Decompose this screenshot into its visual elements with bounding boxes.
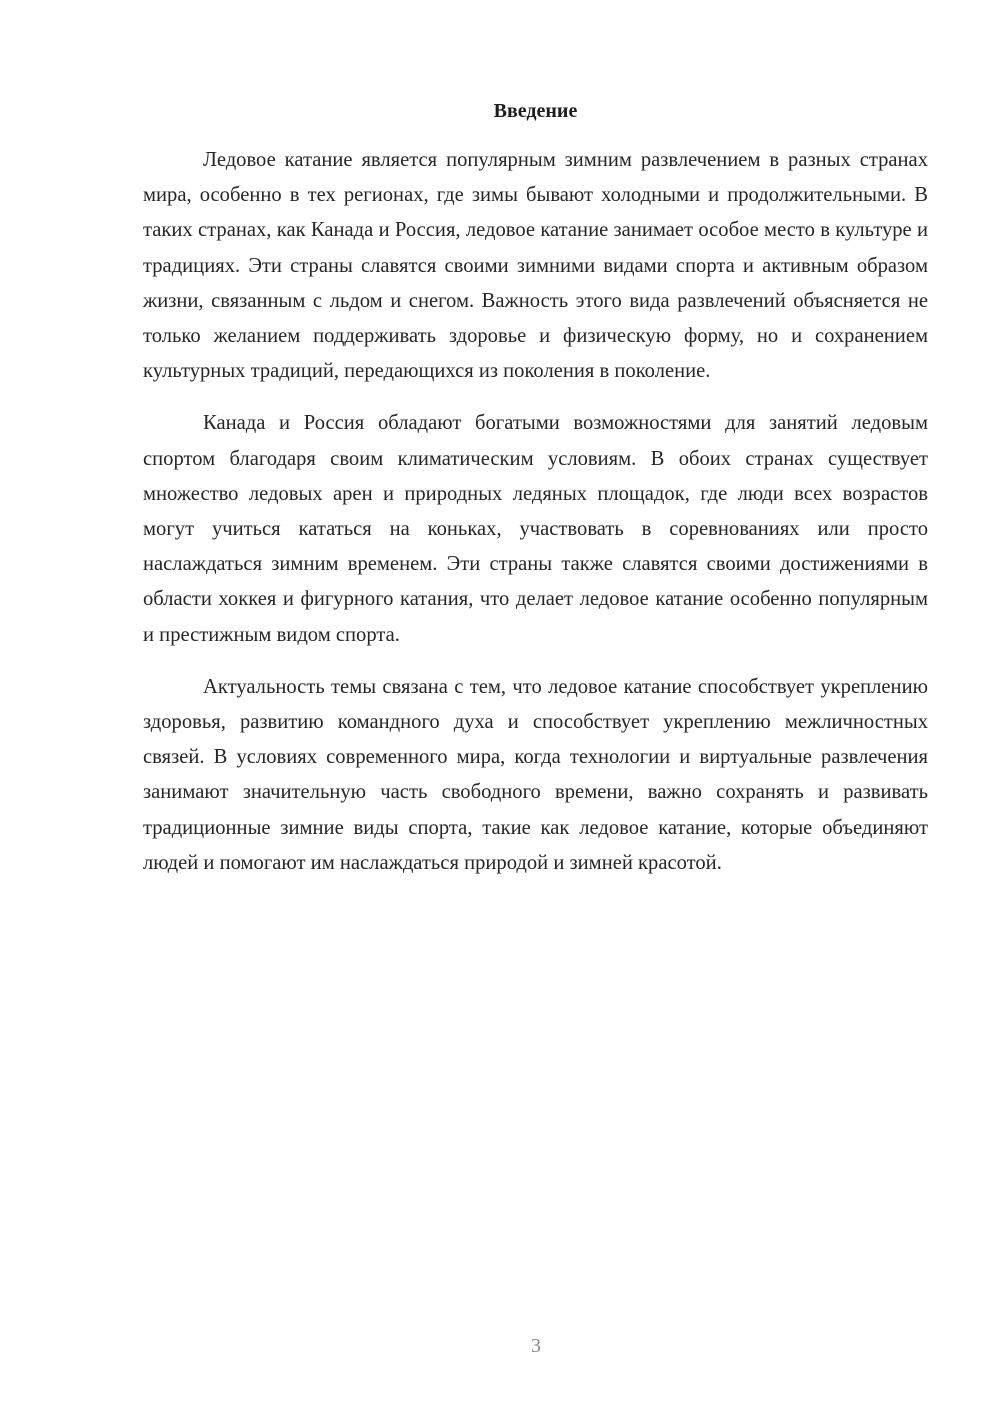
paragraph-3: Актуальность темы связана с тем, что ледовое катание способствует укреплению здоровья, развитию командного духа и способствует укреплению межличностных связей. В условиях современного мира, когда технологии и виртуальные развлечения занимают значительную часть свободного времени, важно сохранять и развивать традиционные зимние виды спорта, такие как ледовое катание, которые объединяют людей и помогают им наслаждаться природой и зимней красотой. bbox=[143, 675, 928, 874]
section-title: Введение bbox=[493, 100, 578, 122]
page-number: 3 bbox=[531, 1335, 541, 1357]
paragraph-1: Ледовое катание является популярным зимним развлечением в разных странах мира, особенно в тех регионах, где зимы бывают холодными и продолжительными. В таких странах, как Канада и Россия, ледовое катание занимает особое место в культуре и традициях. Эти страны славятся своими зимними видами спорта и активным образом жизни, связанным с льдом и снегом. Важность этого вида развлечений объясняется не только желанием поддерживать здоровье и физическую форму, но и сохранением культурных традиций, передающихся из поколения в поколение. bbox=[143, 149, 928, 383]
body-text bbox=[143, 143, 928, 898]
paragraph-2: Канада и Россия обладают богатыми возможностями для занятий ледовым спортом благодаря своим климатическим условиям. В обоих странах существует множество ледовых арен и природных ледяных площадок, где люди всех возрастов могут учиться кататься на коньках, участвовать в соревнованиях или просто наслаждаться зимним временем. Эти страны также славятся своими достижениями в области хоккея и фигурного катания, что делает ледовое катание особенно популярным и престижным видом спорта. bbox=[143, 412, 928, 646]
